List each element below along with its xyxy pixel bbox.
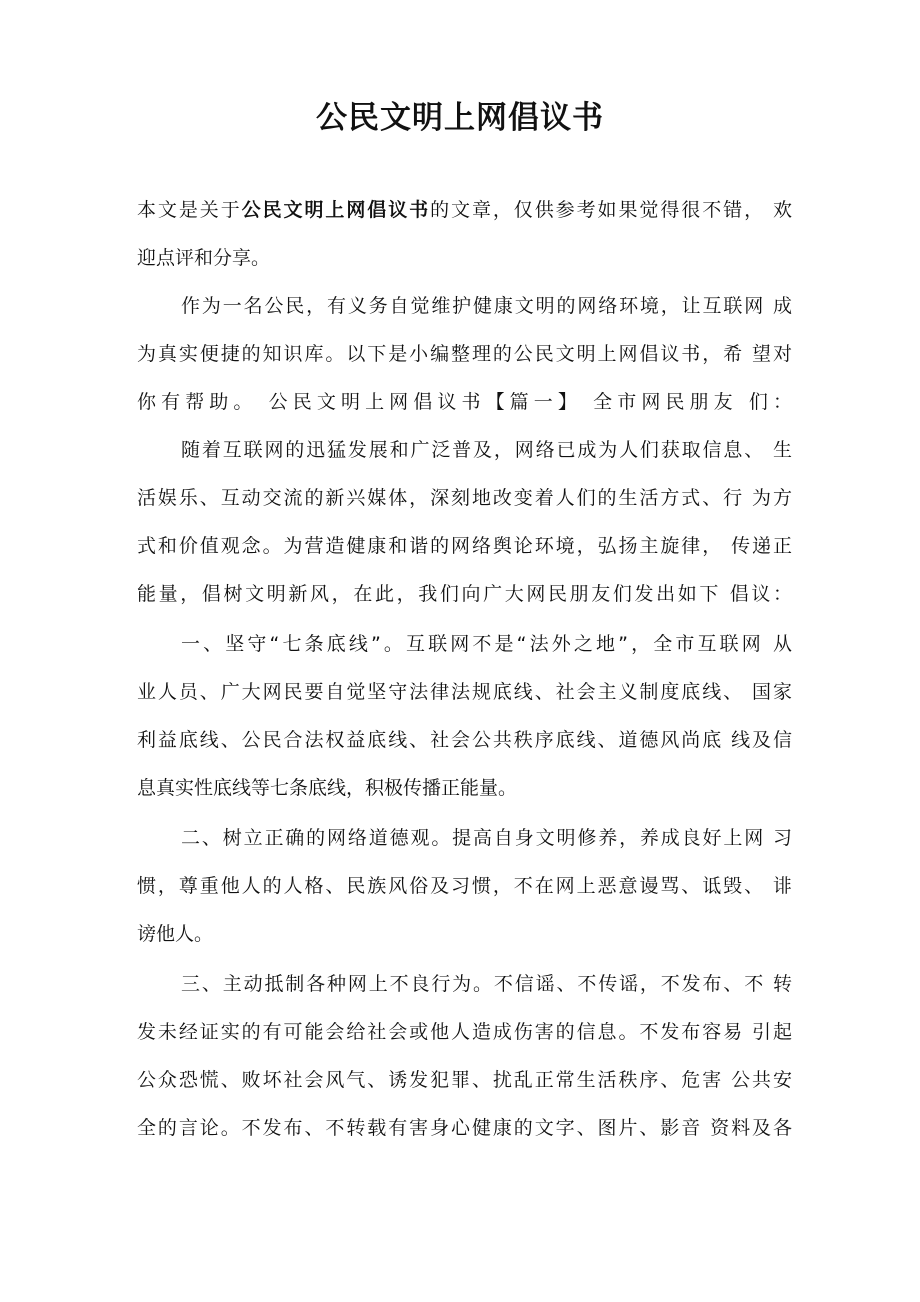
paragraph-line: 公众恐慌、败坏社会风气、诱发犯罪、扰乱正常生活秩序、危害 公共安 (137, 1069, 792, 1091)
page-title: 公民文明上网倡议书 (316, 100, 604, 136)
paragraph-line: 全的言论。不发布、不转载有害身心健康的文字、图片、影音 资料及各 (137, 1117, 792, 1139)
paragraph-line: 二、树立正确的网络道德观。提高自身文明修养，养成良好上网 习 (181, 827, 792, 849)
paragraph-line: 惯，尊重他人的人格、民族风俗及习惯，不在网上恶意谩骂、诋毁、 诽 (137, 875, 792, 897)
paragraph-line: 息真实性底线等七条底线，积极传播正能量。 (137, 777, 518, 799)
paragraph-line: 三、主动抵制各种网上不良行为。不信谣、不传谣，不发布、不 转 (181, 973, 792, 995)
paragraph-line: 能量，倡树文明新风，在此，我们向广大网民朋友们发出如下 倡议： (137, 583, 792, 605)
paragraph-line: 你有帮助。 公民文明上网倡议书【篇一】 全市网民朋友 们： (137, 391, 792, 413)
intro-line-1 (137, 194, 792, 226)
paragraph-line: 式和价值观念。为营造健康和谐的网络舆论环境，弘扬主旋律， 传递正 (137, 535, 792, 557)
intro-suffix: 的文章，仅供参考如果觉得很不错， 欢 (430, 199, 792, 221)
paragraph-line: 业人员、广大网民要自觉坚守法律法规底线、社会主义制度底线、 国家 (137, 681, 792, 703)
paragraph-line: 谤他人。 (137, 923, 214, 945)
intro-bold-title: 公民文明上网倡议书 (241, 199, 431, 221)
intro-line-2: 迎点评和分享。 (137, 247, 271, 269)
intro-prefix: 本文是关于 (137, 199, 242, 221)
paragraph-line: 活娱乐、互动交流的新兴媒体，深刻地改变着人们的生活方式、行 为方 (137, 487, 792, 509)
paragraph-line: 利益底线、公民合法权益底线、社会公共秩序底线、道德风尚底 线及信 (137, 729, 792, 751)
paragraph-line: 发未经证实的有可能会给社会或他人造成伤害的信息。不发布容易 引起 (137, 1021, 792, 1043)
paragraph-line: 作为一名公民，有义务自觉维护健康文明的网络环境，让互联网 成 (181, 295, 792, 317)
paragraph-line: 随着互联网的迅猛发展和广泛普及，网络已成为人们获取信息、 生 (181, 439, 792, 461)
paragraph-line: 为真实便捷的知识库。以下是小编整理的公民文明上网倡议书，希 望对 (137, 343, 792, 365)
paragraph-line: 一、坚守“七条底线”。互联网不是“法外之地”，全市互联网 从 (181, 633, 792, 655)
